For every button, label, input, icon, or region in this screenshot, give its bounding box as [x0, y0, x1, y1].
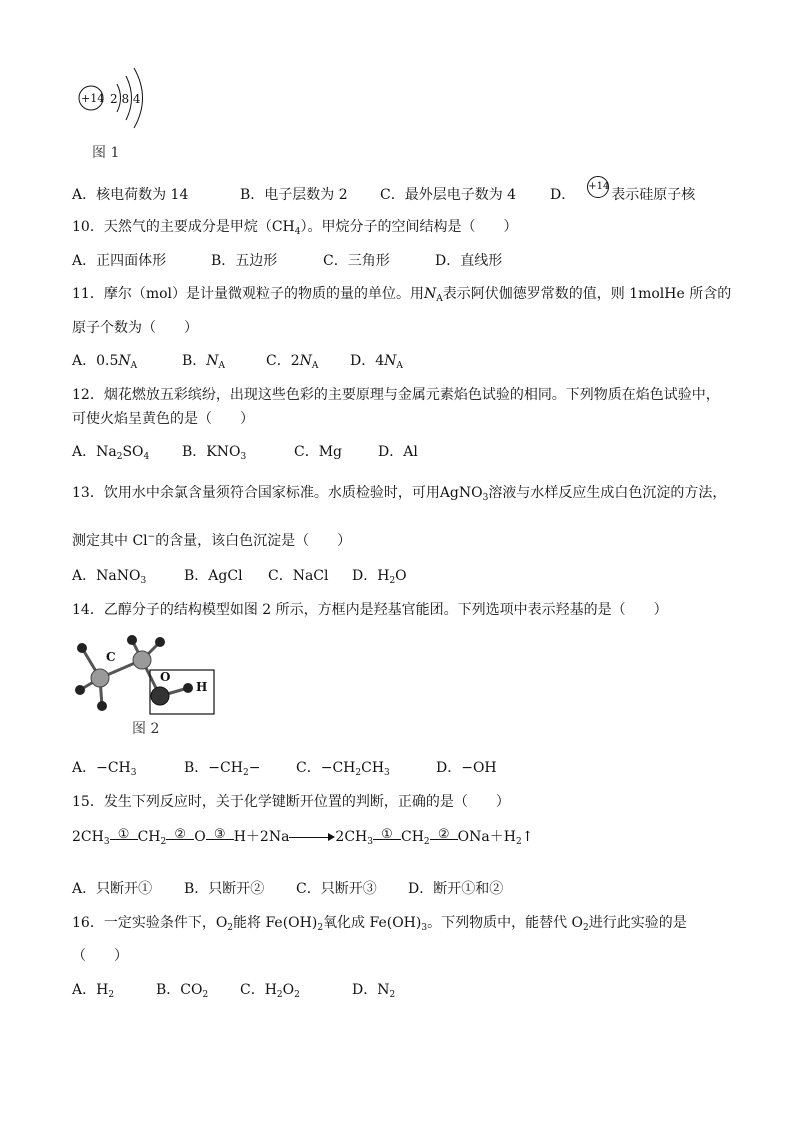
- q9-option-c: C．最外层电子数为 4: [380, 187, 517, 203]
- q14-option-c: C．$-CH_2CH_3$: [296, 760, 390, 778]
- bond-2: ②: [166, 824, 194, 850]
- q14-stem: 14．乙醇分子的结构模型如图 2 所示，方框内是羟基官能团。下列选项中表示羟基的是（ ）: [72, 602, 668, 618]
- q12-option-b: B．$KNO_3$: [182, 444, 247, 462]
- q12-stem: 12．烟花燃放五彩缤纷，出现这些色彩的主要原理与金属元素焰色试验的相同。下列物质在焰色试验中，: [72, 387, 720, 403]
- q16-stem-cont: （ ）: [72, 948, 128, 964]
- q10-option-a: A．正四面体形: [72, 253, 167, 269]
- q12-stem-cont: 可使火焰呈黄色的是（ ）: [72, 411, 254, 427]
- q10-stem: 10．天然气的主要成分是甲烷$(CH_4)$。甲烷分子的空间结构是（ ）: [72, 219, 518, 237]
- q15-option-d: D．断开①和②: [408, 881, 504, 897]
- q15-option-a: A．只断开①: [72, 881, 153, 897]
- figure-2: [72, 634, 222, 744]
- product-bond-1: ①: [373, 824, 401, 850]
- q10-option-c: C．三角形: [323, 253, 390, 269]
- q10-options: [72, 252, 502, 270]
- q10-option-d: D．直线形: [435, 253, 503, 269]
- q11-option-b: B．$N_A$: [182, 353, 226, 371]
- q14-option-b: B．$-CH_2-$: [184, 760, 261, 778]
- q13-option-b: B．AgCl: [184, 568, 243, 584]
- q11-stem-cont: 原子个数为（ ）: [72, 320, 198, 336]
- q16-option-b: B．$CO_2$: [156, 982, 209, 1000]
- q16-option-c: C．$H_2O_2$: [240, 982, 300, 1000]
- q16-options: [72, 981, 395, 1004]
- q13-stem: 13．饮用水中余氯含量须符合国家标准。水质检验时，可用AgNO$_3$溶液与水样反应生成白色沉淀的方法，: [72, 485, 727, 503]
- q11-option-a: A．$0.5N_A$: [72, 353, 138, 371]
- q15-options: [72, 880, 503, 898]
- q15-stem: 15．发生下列反应时，关于化学键断开位置的判断，正确的是（ ）: [72, 794, 510, 810]
- carbon-label: C: [106, 650, 116, 664]
- q14-options: [72, 759, 497, 782]
- q10-option-b: B．五边形: [211, 253, 278, 269]
- bond-1: ①: [110, 824, 138, 850]
- q15-option-c: C．只断开③: [296, 881, 377, 897]
- shell-electrons: 2 8 4: [110, 92, 141, 106]
- figure-2-caption: 图 2: [132, 721, 160, 737]
- nucleus-label: +14: [81, 92, 105, 105]
- nucleus-symbol: +14: [587, 176, 609, 198]
- q14-option-d: D．−OH: [436, 760, 497, 776]
- bond-3: ③: [206, 824, 234, 850]
- q9-option-b: B．电子层数为 2: [240, 187, 348, 203]
- q13-stem-cont: 测定其中 Cl−的含量，该白色沉淀是（ ）: [72, 532, 352, 549]
- q13-option-d: D．$H_2O$: [352, 568, 407, 586]
- q11-option-c: C．$2N_A$: [266, 353, 319, 371]
- q9-option-d: D．+14表示硅原子核: [550, 184, 695, 206]
- oxygen-label: O: [160, 670, 171, 684]
- q11-stem: 11．摩尔（mol）是计量微观粒子的物质的量的单位。用$N_A$表示阿伏伽德罗常数的值，则 1molHe 所含的: [72, 286, 732, 304]
- figure-1-caption: 图 1: [92, 145, 120, 161]
- q11-options: [72, 352, 403, 375]
- q16-option-a: A．$H_2$: [72, 982, 115, 1000]
- q15-option-b: B．只断开②: [184, 881, 265, 897]
- q9-options: [72, 181, 696, 206]
- q13-option-a: A．NaNO$_3$: [72, 568, 147, 586]
- q15-equation: $2CH_3$ ① $CH_2$ ② O ③ H＋2Na $2CH_3$ ① $CH_2$ ② $ONa+H_2↑$: [72, 824, 533, 855]
- q12-option-d: D．Al: [378, 444, 418, 460]
- q12-option-c: C．Mg: [294, 444, 343, 460]
- hydrogen-label: H: [196, 680, 208, 694]
- q16-stem: 16．一定实验条件下，$O_2$能将 $Fe(OH)_2$氧化成 $Fe(OH)_3$。下列物质中，能替代 $O_2$进行此实验的是: [72, 915, 687, 933]
- q13-option-c: C．NaCl: [268, 568, 329, 584]
- q16-option-d: D．$N_2$: [352, 982, 396, 1000]
- figure-1: [74, 62, 164, 162]
- q12-options: [72, 443, 418, 466]
- ethanol-model: [72, 634, 222, 718]
- reaction-arrow: [289, 832, 335, 842]
- q13-options: [72, 567, 407, 590]
- q14-option-a: A．$-CH_3$: [72, 760, 137, 778]
- q11-option-d: D．$4N_A$: [350, 353, 403, 371]
- q9-option-a: A．核电荷数为 14: [72, 187, 189, 203]
- q12-option-a: A．$Na_2SO_4$: [72, 444, 150, 462]
- product-bond-2: ②: [430, 824, 458, 850]
